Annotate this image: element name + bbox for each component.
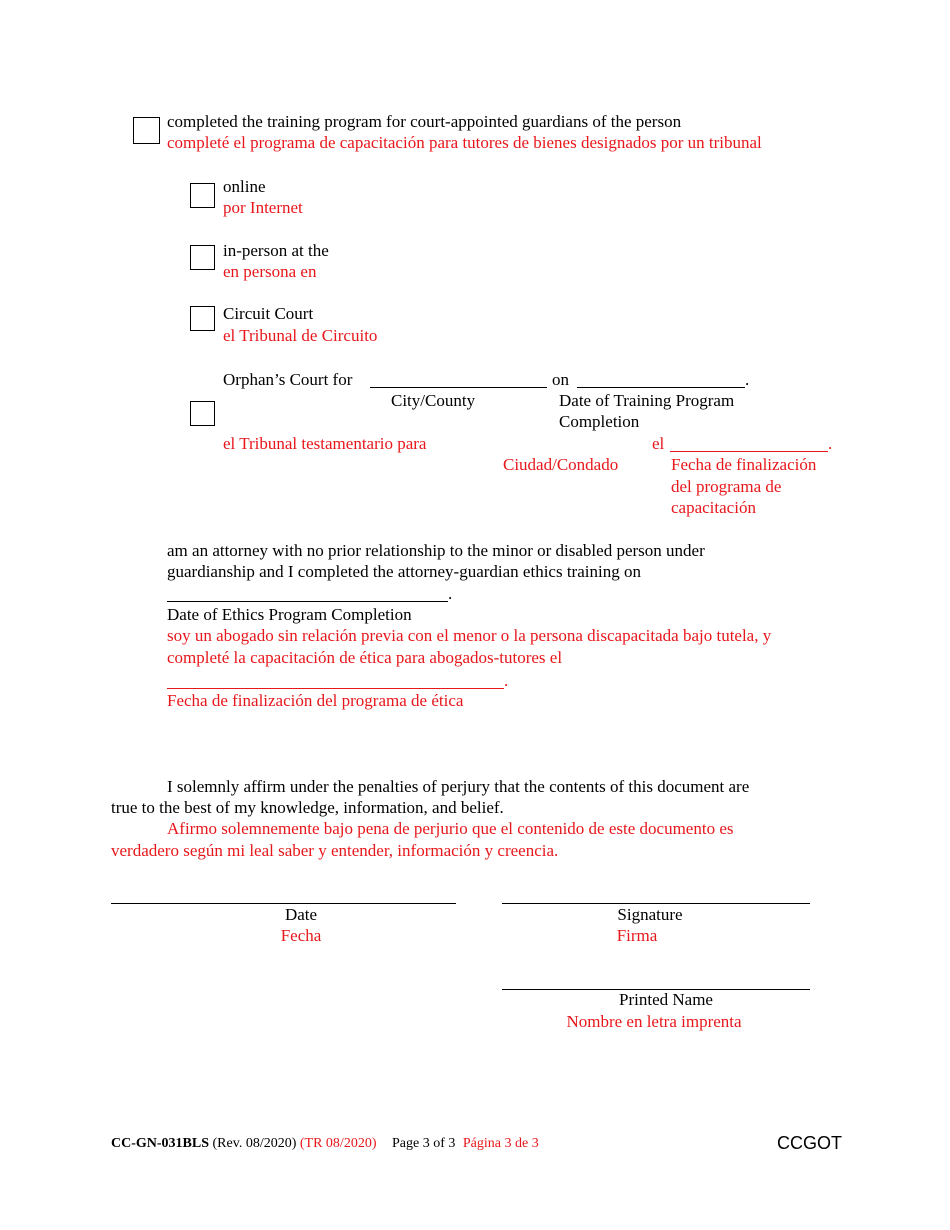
training-checkbox[interactable] [133, 117, 160, 144]
orphans-court-label-en: Orphan’s Court for [223, 370, 353, 389]
page-number-es: Página 3 de 3 [462, 1136, 539, 1151]
attorney-text-en-2: guardianship and I completed the attorney-guardian ethics training on [167, 562, 641, 581]
signature-line[interactable] [502, 903, 810, 904]
ethics-date-field-es[interactable] [167, 688, 504, 689]
ethics-period: . [448, 584, 453, 603]
in-person-checkbox[interactable] [190, 245, 215, 270]
ethics-date-label: Date of Ethics Program Completion [167, 605, 412, 624]
on-label: on [552, 370, 569, 389]
form-code: CCGOT [777, 1133, 842, 1153]
training-text-es: completé el programa de capacitación para tutores de bienes designados por un tribunal [167, 133, 762, 152]
date-signature-line[interactable] [111, 903, 456, 904]
circuit-court-label-es: el Tribunal de Circuito [223, 326, 378, 345]
online-checkbox[interactable] [190, 183, 215, 208]
el-label-es: el [652, 434, 665, 453]
in-person-label-es: en persona en [223, 262, 317, 281]
footer-form-info [111, 1136, 539, 1152]
orphans-court-checkbox[interactable] [190, 401, 215, 426]
training-date-label-1: Date of Training Program [559, 391, 735, 410]
orphans-court-label-es: el Tribunal testamentario para [223, 434, 427, 453]
affirmation-es-2: verdadero según mi leal saber y entender, información y creencia. [111, 841, 559, 860]
signature-label-es: Firma [616, 926, 658, 945]
printed-name-label-es: Nombre en letra imprenta [566, 1012, 742, 1031]
in-person-label-en: in-person at the [223, 241, 329, 260]
translation-revision: (TR 08/2020) [299, 1136, 377, 1151]
online-label-en: online [223, 177, 266, 196]
date-label-es: Fecha [280, 926, 322, 945]
online-label-es: por Internet [223, 198, 303, 217]
training-date-label-es-3: capacitación [671, 498, 756, 517]
ethics-date-field[interactable] [167, 601, 448, 602]
page-number-en: Page 3 of 3 [391, 1136, 456, 1151]
ethics-period-es: . [504, 671, 509, 690]
training-text-en: completed the training program for court-appointed guardians of the person [167, 112, 682, 131]
period: . [745, 370, 750, 389]
circuit-court-label-en: Circuit Court [223, 304, 314, 323]
date-label-en: Date [284, 905, 318, 924]
revision: (Rev. 08/2020) [212, 1136, 297, 1151]
affirmation-es-1: Afirmo solemnemente bajo pena de perjurio que el contenido de este documento es [167, 819, 734, 838]
period-es: . [828, 434, 833, 453]
circuit-court-checkbox[interactable] [190, 306, 215, 331]
printed-name-label-en: Printed Name [619, 990, 713, 1009]
attorney-text-es-1: soy un abogado sin relación previa con el menor o la persona discapacitada bajo tutela, y [167, 626, 772, 645]
affirmation-en-1: I solemnly affirm under the penalties of perjury that the contents of this document are [167, 777, 750, 796]
training-date-field-es[interactable] [670, 451, 828, 452]
attorney-text-es-2: completé la capacitación de ética para abogados-tutores el [167, 648, 563, 667]
signature-label-en: Signature [617, 905, 683, 924]
attorney-text-en-1: am an attorney with no prior relationship to the minor or disabled person under [167, 541, 705, 560]
training-date-field[interactable] [577, 387, 745, 388]
form-id: CC-GN-031BLS [111, 1136, 210, 1151]
training-date-label-2: Completion [559, 412, 640, 431]
city-county-label: City/County [391, 391, 476, 410]
city-county-label-es: Ciudad/Condado [503, 455, 619, 474]
training-date-label-es-1: Fecha de finalización [671, 455, 817, 474]
training-date-label-es-2: del programa de [671, 477, 782, 496]
ethics-date-label-es: Fecha de finalización del programa de ética [167, 691, 464, 710]
city-county-field[interactable] [370, 387, 547, 388]
affirmation-en-2: true to the best of my knowledge, information, and belief. [111, 798, 504, 817]
